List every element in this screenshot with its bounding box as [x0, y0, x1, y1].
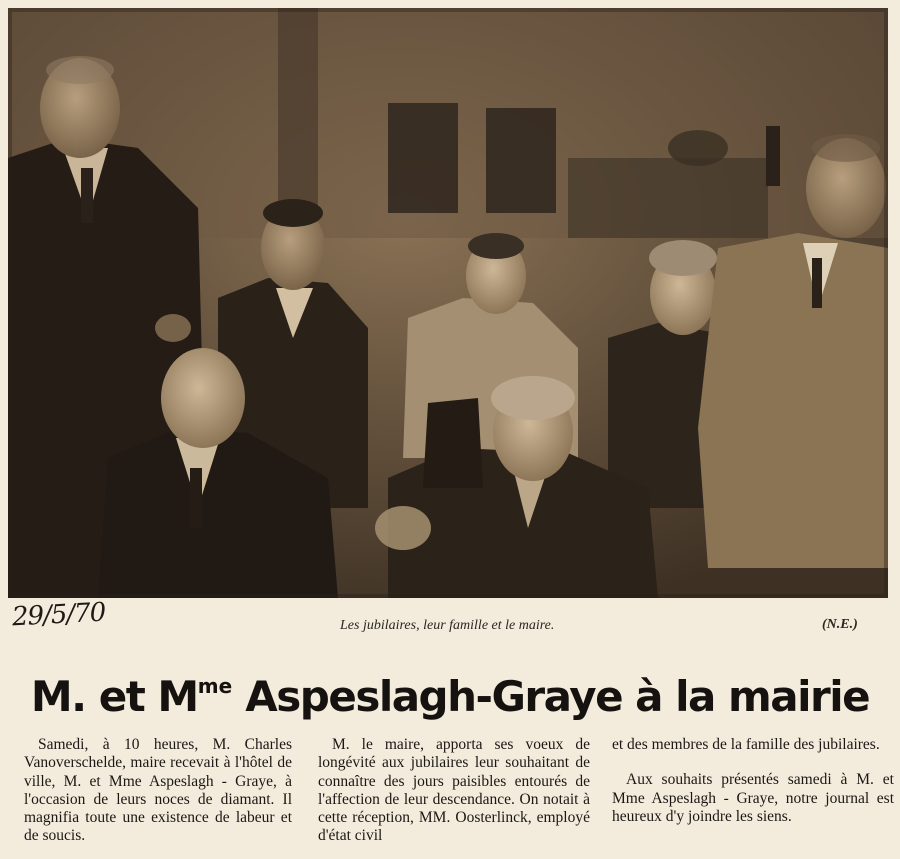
- headline-part1: M. et M: [30, 672, 198, 721]
- news-photo: [8, 8, 888, 598]
- article-column-2: [318, 736, 590, 846]
- photo-caption: Les jubilaires, leur famille et le maire.: [340, 618, 555, 633]
- article-column-3: [612, 736, 894, 826]
- handwritten-date: 29/5/70: [11, 597, 106, 633]
- article-paragraph: Samedi, à 10 heures, M. Charles Vanoverschelde, maire recevait à l'hôtel de ville, M. et Mme Aspeslagh - Graye, à l'occasion de leurs noces de diamant. Il magnifia toute une existence de labeur et de soucis.: [24, 736, 292, 845]
- headline-superscript: me: [197, 674, 233, 698]
- article-paragraph: Aux souhaits présentés samedi à M. et Mme Aspeslagh - Graye, notre journal est heureux d'y joindre les siens.: [612, 771, 894, 825]
- article-paragraph: et des membres de la famille des jubilaires.: [612, 736, 880, 753]
- photo-credit: (N.E.): [822, 617, 858, 632]
- article-paragraph: M. le maire, apporta ses voeux de longévité aux jubilaires leur souhaitant de connaître des jours paisibles entourés de l'affection de leur descendance. On notait à cette réception, MM. Oosterlinck, employé d'état civil: [318, 736, 590, 845]
- headline: [0, 656, 900, 727]
- article-column-1: [24, 736, 292, 846]
- headline-part2: Aspeslagh-Graye à la mairie: [245, 672, 870, 721]
